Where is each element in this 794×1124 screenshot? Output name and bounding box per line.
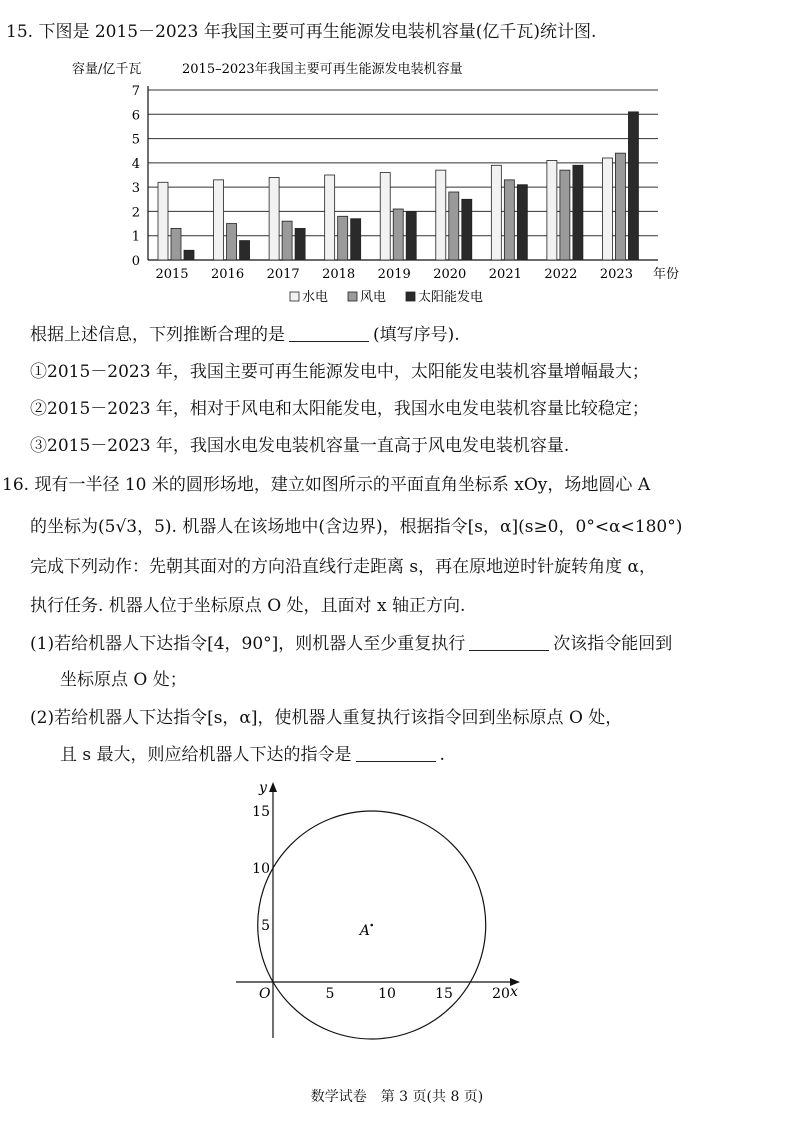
part-1-line-1 xyxy=(30,634,672,654)
bar-风电-2018 xyxy=(338,216,348,260)
y-axis-label: 容量/亿千瓦 xyxy=(72,62,142,77)
bar-风电-2020 xyxy=(449,192,459,260)
center-label: A xyxy=(359,923,370,939)
x-tick-label: 2018 xyxy=(322,267,356,282)
x-tick-label: 2017 xyxy=(266,267,300,282)
statement-3: ③2015－2023 年，我国水电发电装机容量一直高于风电发电装机容量. xyxy=(30,436,570,456)
part-1-text: (1)若给机器人下达指令[4，90°]，则机器人至少重复执行 xyxy=(30,634,466,654)
bar-太阳能发电-2016 xyxy=(240,241,250,260)
statement-1: ①2015－2023 年，我国主要可再生能源发电中，太阳能发电装机容量增幅最大； xyxy=(30,362,649,382)
coordinate-figure xyxy=(0,770,794,1060)
question-15-lead xyxy=(30,325,460,345)
capacity-bar-chart xyxy=(0,48,794,368)
answer-blank[interactable] xyxy=(289,325,369,342)
part-1-text-after: 次该指令能回到 xyxy=(553,634,673,654)
legend-swatch xyxy=(406,292,415,301)
bar-风电-2017 xyxy=(282,221,292,260)
bar-太阳能发电-2020 xyxy=(462,199,472,260)
y-tick-label: 5 xyxy=(131,132,140,148)
part-2-line-2 xyxy=(60,745,445,765)
bar-太阳能发电-2017 xyxy=(295,228,305,260)
legend-label: 水电 xyxy=(302,290,329,305)
bar-水电-2021 xyxy=(491,165,501,260)
bar-水电-2018 xyxy=(325,175,335,260)
x-tick-label: 10 xyxy=(378,986,396,1002)
y-axis-label: y xyxy=(259,780,267,796)
x-tick-label: 20 xyxy=(492,986,510,1002)
part-1-line-2: 坐标原点 O 处； xyxy=(60,670,187,690)
bar-水电-2020 xyxy=(436,170,446,260)
center-point xyxy=(370,924,373,927)
x-tick-label: 5 xyxy=(325,986,335,1002)
y-tick-label: 0 xyxy=(131,254,140,269)
bar-水电-2019 xyxy=(380,173,390,260)
bar-水电-2022 xyxy=(547,160,557,260)
y-tick-label: 15 xyxy=(252,804,270,820)
part-2-text-after: . xyxy=(439,745,445,765)
question-16-line-3: 完成下列动作：先朝其面对的方向沿直线行走距离 s，再在原地逆时针旋转角度 α， xyxy=(30,557,657,577)
x-tick-label: 2023 xyxy=(599,267,633,282)
y-tick-label: 10 xyxy=(252,861,270,877)
bar-太阳能发电-2018 xyxy=(351,219,361,260)
bar-太阳能发电-2023 xyxy=(628,112,638,260)
bar-水电-2023 xyxy=(602,158,612,260)
x-tick-label: 2015 xyxy=(155,267,189,282)
x-tick-label: 15 xyxy=(435,986,453,1002)
part-2-answer-blank[interactable] xyxy=(356,745,436,762)
x-tick-label: 2019 xyxy=(377,267,411,282)
legend-swatch xyxy=(290,292,299,301)
legend-label: 太阳能发电 xyxy=(418,290,484,305)
bar-风电-2016 xyxy=(227,224,237,260)
bar-太阳能发电-2022 xyxy=(573,165,583,260)
y-tick-label: 3 xyxy=(131,181,140,197)
part-2-line-1: (2)若给机器人下达指令[s，α]，使机器人重复执行该指令回到坐标原点 O 处， xyxy=(30,708,623,728)
bar-风电-2023 xyxy=(615,153,625,260)
y-tick-label: 4 xyxy=(131,156,140,172)
bar-太阳能发电-2015 xyxy=(184,250,194,260)
y-tick-label: 7 xyxy=(131,84,140,99)
question-16-line-1: 16. 现有一半径 10 米的圆形场地，建立如图所示的平面直角坐标系 xOy，场地圆心 A xyxy=(2,475,651,495)
x-axis-label: 年份 xyxy=(653,267,680,282)
part-1-answer-blank[interactable] xyxy=(469,634,549,651)
bar-风电-2019 xyxy=(393,209,403,260)
x-tick-label: 2016 xyxy=(211,267,245,282)
y-tick-label: 6 xyxy=(131,108,140,124)
x-axis-label: x xyxy=(510,984,518,1000)
chart-title: 2015–2023年我国主要可再生能源发电装机容量 xyxy=(182,62,463,77)
question-16-line-4: 执行任务. 机器人位于坐标原点 O 处，且面对 x 轴正方向. xyxy=(30,596,466,616)
origin-label: O xyxy=(259,986,271,1002)
bar-水电-2016 xyxy=(214,180,224,260)
question-16-line-2: 的坐标为(5√3，5). 机器人在该场地中(含边界)，根据指令[s，α](s≥0，0°<α<180°) xyxy=(30,517,683,537)
part-2-text: 且 s 最大，则应给机器人下达的指令是 xyxy=(60,745,352,765)
y-tick-label: 1 xyxy=(131,229,140,245)
bar-风电-2022 xyxy=(560,170,570,260)
y-tick-label: 2 xyxy=(131,205,140,221)
x-tick-label: 2021 xyxy=(488,267,522,282)
x-tick-label: 2022 xyxy=(544,267,578,282)
bar-太阳能发电-2021 xyxy=(517,185,527,260)
bar-水电-2015 xyxy=(158,182,168,260)
lead-text-after: (填写序号). xyxy=(373,325,460,345)
y-tick-label: 5 xyxy=(261,918,270,934)
bar-风电-2021 xyxy=(504,180,514,260)
bar-太阳能发电-2019 xyxy=(406,211,416,260)
legend-label: 风电 xyxy=(360,290,387,305)
legend-swatch xyxy=(348,292,357,301)
lead-text: 根据上述信息，下列推断合理的是 xyxy=(30,325,285,345)
question-15-stem: 15. 下图是 2015－2023 年我国主要可再生能源发电装机容量(亿千瓦)统计图. xyxy=(6,22,597,42)
x-tick-label: 2020 xyxy=(433,267,467,282)
page-footer: 数学试卷 第 3 页(共 8 页) xyxy=(310,1089,484,1105)
y-axis-arrow-icon xyxy=(269,782,277,792)
statement-2: ②2015－2023 年，相对于风电和太阳能发电，我国水电发电装机容量比较稳定； xyxy=(30,399,649,419)
bar-风电-2015 xyxy=(171,228,181,260)
bar-水电-2017 xyxy=(269,177,279,260)
